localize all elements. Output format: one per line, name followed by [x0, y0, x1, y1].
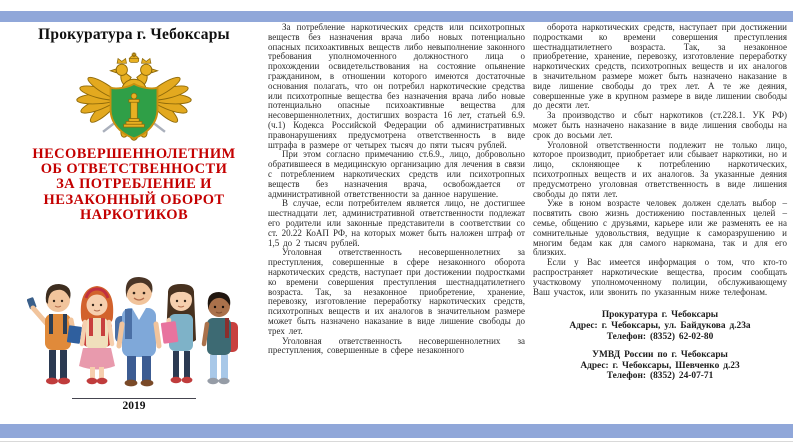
prosecutor-eagle-emblem-icon	[73, 52, 195, 144]
contact-name: Прокуратура г. Чебоксары	[601, 310, 719, 321]
body-paragraph: За потребление наркотических средств или психотропных веществ без назначения врача либо новых потенциально опасных психоактивных веществ либо невыполнение законного требования уполномоченного должностного лица о прохождении освидетельствования на состояние опьянение гражданином, в отношении которого имеются достаточные основания полагать, что он потребил наркотические средства или психотропные вещества без назначения врача либо новые потенциально опасные психоактивные вещества для несовершеннолетних, достигших возраста 16 лет, статьей 6.9. (ч.1) Кодекса Российской Федерации об административных правонарушениях предусмотрена ответственность в виде штрафа в размере от четырех тысяч до пяти тысяч рублей.	[268, 22, 525, 150]
contact-block-prosecutor	[533, 310, 787, 342]
body-paragraph: Уголовная ответственность несовершеннолетних за преступления, совершенные в сфере незаконного оборота наркотических средств, наступает при достижении подростками ко времени совершения преступления шестнадцатилетнего возраста. Так, за незаконное приобретение, хранение, перевозку, изготовление переработку наркотических средств, психотропных веществ и их аналогов в значительном размере может быть назначено наказание в виде лишение свободы до трех лет.	[268, 247, 525, 336]
middle-text-panel	[268, 23, 525, 356]
teen-boy-red-backpack	[204, 292, 238, 384]
bottom-accent-bar	[0, 424, 793, 438]
contact-address: Адрес: г. Чебоксары, Шевченко д.23	[580, 360, 740, 371]
right-text-panel	[533, 23, 787, 390]
contacts-section	[533, 310, 787, 382]
contact-phone: Телефон: (8352) 62-02-80	[606, 331, 714, 342]
brochure-headline	[8, 147, 260, 223]
year-label: 2019	[122, 400, 146, 412]
body-paragraph: Уже в юном возрасте человек должен сделать выбор – посвятить свою жизнь достижению поставленных целей – семье, общению с друзьями, карьере или же разменять ее на сомнительные удовольствия, ведущие к саморазрушению и многим бедам как для самого наркомана, так и для его близких.	[533, 198, 787, 258]
headline-line: ОБ ОТВЕТСТВЕННОСТИ	[40, 161, 228, 178]
body-paragraph: В случае, если потребителем является лицо, не достигшее шестнадцати лет, административной ответственности подлежат его родители или законные представители в соответствии со ст. 20.22 КоАП РФ, на которых может быть наложен штраф от 1,5 до 2 тысяч рублей.	[268, 198, 525, 248]
teen-boy-orange	[27, 284, 82, 384]
contact-address: Адрес: г. Чебоксары, ул. Байдукова д.23а	[569, 320, 751, 331]
headline-line: НАРКОТИКОВ	[79, 206, 189, 223]
teen-girl-pink-folder	[161, 284, 196, 383]
teen-boy-blue-sweater	[115, 277, 159, 386]
headline-line: НЕЗАКОННЫЙ ОБОРОТ	[43, 191, 225, 208]
org-title: Прокуратура г. Чебоксары	[38, 26, 230, 43]
contact-phone: Телефон: (8352) 24-07-71	[606, 371, 714, 382]
body-paragraph: оборота наркотических средств, наступает при достижении подростками ко времени совершения преступления шестнадцатилетнего возраста. Так, за незаконное приобретение, хранение, перевозку, изготовление переработку наркотических средств, психотропных веществ и их аналогов в значительном размере может быть назначено наказание в виде лишение свободы до трех лет. А те же деяния, совершенные уже в крупном размере в виде лишении свободы до десяти лет.	[533, 22, 787, 111]
page-edge-line	[0, 441, 793, 442]
body-paragraph: Уголовной ответственности подлежит не только лицо, которое производит, приобретает или сбывает наркотики, но и лицо, склоняющее к потреблению наркотических, психотропных веществ и их аналогов. За указанные деяния предусмотрено уголовная ответственность в виде лишения свободы до пяти лет.	[533, 139, 787, 199]
headline-line: ЗА ПОТРЕБЛЕНИЕ И	[56, 176, 212, 193]
year-divider	[72, 398, 196, 399]
cover-panel	[8, 0, 260, 447]
body-paragraph: Уголовная ответственность несовершеннолетних за преступления, совершенные в сфере незаконного	[268, 335, 525, 356]
contact-block-umvd	[533, 350, 787, 382]
teen-girl-pink-skirt	[79, 286, 115, 384]
body-paragraph: Если у Вас имеется информация о том, что кто-то распространяет наркотические вещества, просим сообщать участковому уполномоченному полиции, обслуживающему Ваш участок, или звонить по указанным ниже телефонам.	[533, 257, 787, 297]
headline-line: НЕСОВЕРШЕННОЛЕТНИМ	[32, 146, 236, 162]
contact-name: УМВД России по г. Чебоксары	[592, 350, 728, 361]
body-paragraph: За производство и сбыт наркотиков (ст.228.1. УК РФ) может быть назначено наказание в виде лишения свободы на срок до восьми лет.	[533, 110, 787, 140]
teens-illustration	[27, 264, 241, 390]
body-paragraph: При этом согласно примечанию ст.6.9., лицо, добровольно обратившееся в медицинскую организацию для лечения в связи с потреблением наркотических средств или психотропных веществ без назначения врача, освобождается от административной ответственности за данное нарушение.	[268, 149, 525, 199]
